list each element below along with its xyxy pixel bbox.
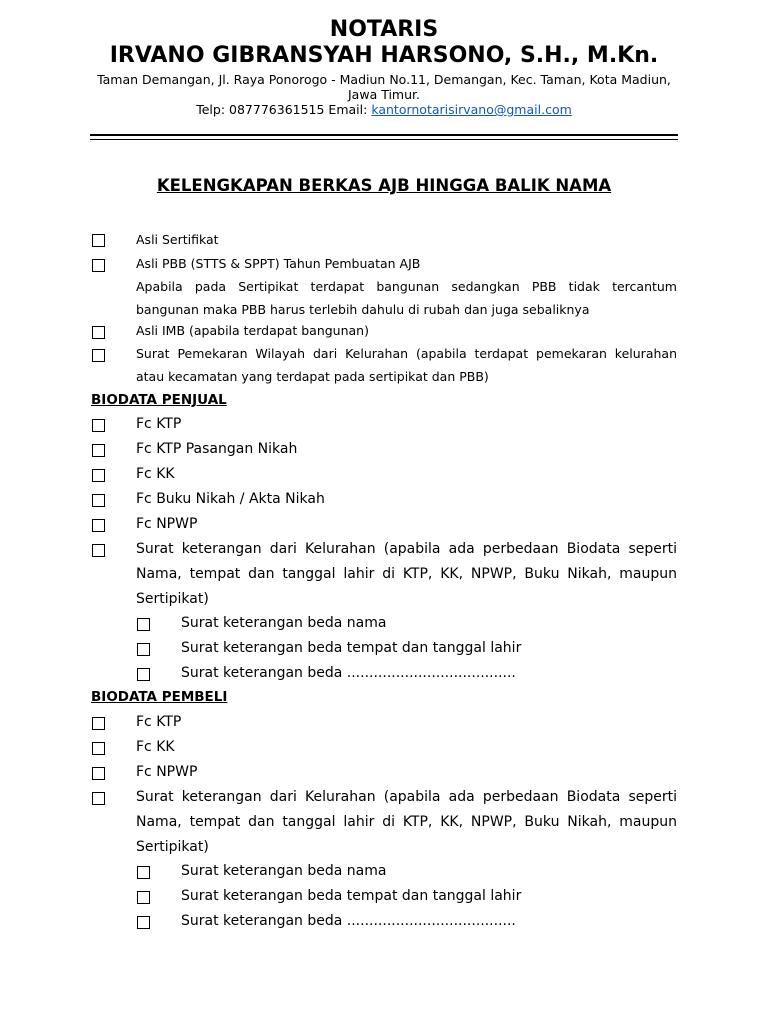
document-title: KELENGKAPAN BERKAS AJB HINGGA BALIK NAMA <box>156 176 612 195</box>
list-item-note: Apabila pada Sertipikat terdapat bangunan sedangkan PBB tidak tercantum bangunan maka PBB harus terlebih dahulu di rubah dan juga sebaliknya <box>136 279 677 317</box>
checkbox[interactable] <box>137 643 150 656</box>
notary-name: IRVANO GIBRANSYAH HARSONO, S.H., M.Kn. <box>109 43 659 68</box>
list-item: Asli Sertifikat <box>136 232 219 247</box>
checkbox[interactable] <box>137 668 150 681</box>
email-link[interactable]: kantornotarisirvano@gmail.com <box>371 102 572 117</box>
checkbox[interactable] <box>92 349 105 362</box>
checkbox[interactable] <box>92 326 105 339</box>
checkbox[interactable] <box>137 891 150 904</box>
header-divider-thick <box>90 134 678 136</box>
checkbox[interactable] <box>92 544 105 557</box>
checkbox[interactable] <box>92 419 105 432</box>
checkbox[interactable] <box>92 717 105 730</box>
list-item: Asli IMB (apabila terdapat bangunan) <box>136 323 369 338</box>
section-heading-seller: BIODATA PENJUAL <box>91 392 227 408</box>
checkbox[interactable] <box>92 469 105 482</box>
list-item: Fc NPWP <box>136 764 198 780</box>
list-item: Surat Pemekaran Wilayah dari Kelurahan (apabila terdapat pemekaran kelurahan atau kecamatan yang terdapat pada sertipikat dan PBB) <box>136 346 677 384</box>
checkbox[interactable] <box>137 866 150 879</box>
list-item: Fc NPWP <box>136 516 198 532</box>
checkbox[interactable] <box>137 916 150 929</box>
checkbox[interactable] <box>92 767 105 780</box>
notary-label: NOTARIS <box>329 17 439 42</box>
checkbox[interactable] <box>92 494 105 507</box>
phone-text: Telp: 087776361515 Email: <box>196 102 372 117</box>
header-divider-thin <box>90 139 678 140</box>
checkbox[interactable] <box>92 444 105 457</box>
office-address: Taman Demangan, Jl. Raya Ponorogo - Madiun No.11, Demangan, Kec. Taman, Kota Madiun, Jawa Timur. <box>97 72 671 102</box>
sub-list-item: Surat keterangan beda nama <box>181 863 387 879</box>
checkbox[interactable] <box>92 234 105 247</box>
checkbox[interactable] <box>92 742 105 755</box>
checkbox[interactable] <box>92 259 105 272</box>
list-item: Fc KK <box>136 739 175 755</box>
checkbox[interactable] <box>92 792 105 805</box>
list-item: Fc KK <box>136 466 175 482</box>
list-item: Fc Buku Nikah / Akta Nikah <box>136 491 325 507</box>
list-item: Fc KTP <box>136 714 182 730</box>
sub-list-item: Surat keterangan beda ...................................... <box>181 665 516 681</box>
checkbox[interactable] <box>92 519 105 532</box>
checkbox[interactable] <box>137 618 150 631</box>
sub-list-item: Surat keterangan beda nama <box>181 615 387 631</box>
list-item: Fc KTP <box>136 416 182 432</box>
sub-list-item: Surat keterangan beda ...................................... <box>181 913 516 929</box>
list-item: Fc KTP Pasangan Nikah <box>136 441 298 457</box>
list-item: Surat keterangan dari Kelurahan (apabila ada perbedaan Biodata seperti Nama, tempat dan tanggal lahir di KTP, KK, NPWP, Buku Nikah, maupun Sertipikat) <box>136 789 677 855</box>
list-item: Surat keterangan dari Kelurahan (apabila ada perbedaan Biodata seperti Nama, tempat dan tanggal lahir di KTP, KK, NPWP, Buku Nikah, maupun Sertipikat) <box>136 541 677 607</box>
sub-list-item: Surat keterangan beda tempat dan tanggal lahir <box>181 640 522 656</box>
sub-list-item: Surat keterangan beda tempat dan tanggal lahir <box>181 888 522 904</box>
contact-line <box>0 102 768 117</box>
list-item: Asli PBB (STTS & SPPT) Tahun Pembuatan AJB <box>136 256 421 271</box>
section-heading-buyer: BIODATA PEMBELI <box>91 689 228 705</box>
